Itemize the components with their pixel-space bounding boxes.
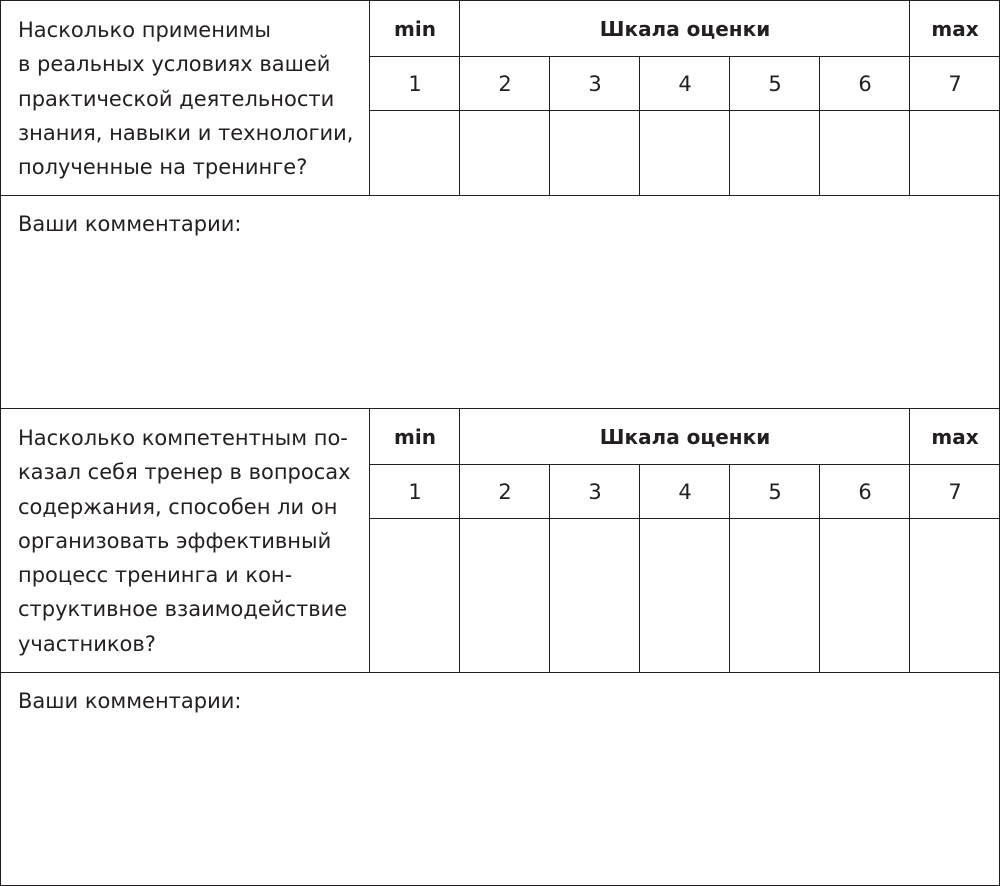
question-line: Насколько применимы bbox=[18, 18, 272, 42]
question-line: практической деятельности bbox=[18, 86, 335, 111]
question-line: организовать эффективный bbox=[18, 528, 332, 553]
scale-number-4: 4 bbox=[678, 480, 692, 504]
comments-label: Ваши комментарии: bbox=[18, 689, 242, 713]
table-border-line bbox=[0, 408, 1000, 409]
rating-cell-5[interactable] bbox=[730, 111, 820, 195]
table-border-line bbox=[729, 464, 730, 673]
table-border-line bbox=[549, 56, 550, 196]
scale-number-3: 3 bbox=[588, 72, 602, 96]
table-border-line bbox=[0, 0, 1000, 1]
scale-number-1: 1 bbox=[408, 72, 422, 96]
scale-number-3: 3 bbox=[588, 480, 602, 504]
min-label: min bbox=[394, 17, 436, 41]
scale-number-7: 7 bbox=[948, 72, 962, 96]
max-label: max bbox=[931, 425, 979, 449]
rating-cell-7[interactable] bbox=[910, 111, 1000, 195]
question-line: в реальных условиях вашей bbox=[18, 52, 331, 77]
table-border-line bbox=[459, 0, 460, 196]
comments-field[interactable] bbox=[0, 673, 1000, 885]
table-border-line bbox=[819, 56, 820, 196]
rating-cell-6[interactable] bbox=[820, 519, 910, 672]
table-border-line bbox=[819, 464, 820, 673]
table-border-line bbox=[0, 672, 1000, 673]
rating-cell-4[interactable] bbox=[640, 111, 730, 195]
question-line: структивное взаимодействие bbox=[18, 597, 348, 622]
scale-number-2: 2 bbox=[498, 480, 512, 504]
rating-cell-1[interactable] bbox=[370, 111, 460, 195]
question-line: знания, навыки и технологии, bbox=[18, 120, 354, 145]
question-line: Насколько компетентным по- bbox=[18, 426, 348, 450]
table-border-line bbox=[459, 408, 460, 673]
table-border-line bbox=[729, 56, 730, 196]
scale-title: Шкала оценки bbox=[599, 17, 771, 41]
question-line: полученные на тренинге? bbox=[18, 155, 308, 180]
table-border-line bbox=[370, 110, 1000, 111]
rating-cell-1[interactable] bbox=[370, 519, 460, 672]
table-border-line bbox=[909, 408, 910, 673]
min-label: min bbox=[394, 425, 436, 449]
table-border-line bbox=[369, 408, 370, 673]
rating-cell-5[interactable] bbox=[730, 519, 820, 672]
scale-number-7: 7 bbox=[948, 480, 962, 504]
scale-number-4: 4 bbox=[678, 72, 692, 96]
table-border-line bbox=[549, 464, 550, 673]
rating-cell-3[interactable] bbox=[550, 519, 640, 672]
table-border-line bbox=[909, 0, 910, 196]
question-2-text bbox=[18, 421, 363, 661]
comments-label: Ваши комментарии: bbox=[18, 212, 242, 236]
table-border-line bbox=[370, 518, 1000, 519]
table-border-line bbox=[639, 464, 640, 673]
table-border-line bbox=[370, 56, 1000, 57]
scale-number-2: 2 bbox=[498, 72, 512, 96]
rating-cell-6[interactable] bbox=[820, 111, 910, 195]
scale-number-6: 6 bbox=[858, 480, 872, 504]
max-label: max bbox=[931, 17, 979, 41]
scale-number-5: 5 bbox=[768, 480, 782, 504]
table-border-line bbox=[369, 0, 370, 196]
question-line: участников? bbox=[18, 631, 156, 656]
table-border-line bbox=[370, 464, 1000, 465]
comments-field[interactable] bbox=[0, 196, 1000, 407]
question-line: процесс тренинга и кон- bbox=[18, 563, 293, 588]
table-border-line bbox=[0, 195, 1000, 196]
table-border-line bbox=[639, 56, 640, 196]
table-border-line bbox=[0, 0, 1, 886]
rating-cell-7[interactable] bbox=[910, 519, 1000, 672]
scale-number-5: 5 bbox=[768, 72, 782, 96]
question-line: содержания, способен ли он bbox=[18, 494, 338, 519]
scale-number-6: 6 bbox=[858, 72, 872, 96]
scale-title: Шкала оценки bbox=[599, 425, 771, 449]
rating-cell-2[interactable] bbox=[460, 111, 550, 195]
rating-cell-2[interactable] bbox=[460, 519, 550, 672]
question-line: казал себя тренер в вопросах bbox=[18, 460, 351, 485]
rating-cell-4[interactable] bbox=[640, 519, 730, 672]
question-1-text bbox=[18, 13, 363, 184]
scale-number-1: 1 bbox=[408, 480, 422, 504]
rating-cell-3[interactable] bbox=[550, 111, 640, 195]
